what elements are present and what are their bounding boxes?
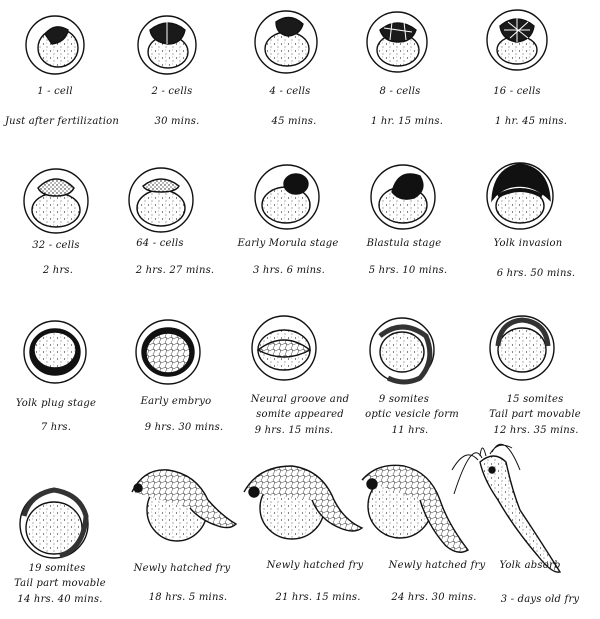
- time-label: 14 hrs. 40 mins.: [17, 594, 103, 605]
- time-label: 11 hrs.: [391, 425, 429, 436]
- stage-label: Newly hatched fry: [266, 560, 364, 571]
- egg-15-somites: [490, 316, 554, 380]
- egg-19-somites: [20, 490, 88, 558]
- stage-label: 32 - cells: [32, 240, 80, 251]
- stage-label: Newly hatched fry: [388, 560, 486, 571]
- time-label: 12 hrs. 35 mins.: [493, 425, 579, 436]
- stage-label: Tail part movable: [14, 578, 106, 589]
- time-label: 9 hrs. 30 mins.: [144, 422, 224, 433]
- fry-21hrs: [244, 466, 362, 539]
- time-label: 9 hrs. 15 mins.: [254, 425, 334, 436]
- egg-1-cell: [26, 16, 84, 74]
- stage-label: Neural groove and: [250, 394, 350, 405]
- stage-label: Early Morula stage: [237, 238, 339, 249]
- time-label: 3 - days old fry: [500, 594, 580, 605]
- time-label: 21 hrs. 15 mins.: [275, 592, 361, 603]
- egg-neural-groove: [252, 316, 316, 380]
- stage-label: 19 somites: [28, 563, 86, 574]
- stage-label: Yolk absorb: [499, 560, 561, 571]
- egg-16-cells: [487, 10, 547, 70]
- stage-label: Early embryo: [140, 396, 212, 407]
- egg-blastula: [371, 165, 435, 229]
- time-label: 7 hrs.: [40, 422, 72, 433]
- time-label: 1 hr. 15 mins.: [370, 116, 444, 127]
- egg-64-cells: [129, 168, 193, 232]
- stage-label: optic vesicle form: [365, 409, 459, 420]
- time-label: 30 mins.: [154, 116, 200, 127]
- egg-9-somites: [370, 318, 434, 382]
- egg-32-cells: [24, 169, 88, 233]
- stage-label: Yolk plug stage: [15, 398, 97, 409]
- time-label: 18 hrs. 5 mins.: [148, 592, 228, 603]
- egg-yolk-plug: [24, 321, 86, 383]
- stage-label: 15 somites: [506, 394, 564, 405]
- stage-label: 64 - cells: [136, 238, 184, 249]
- stage-label: 16 - cells: [493, 86, 541, 97]
- stage-label: Yolk invasion: [493, 238, 563, 249]
- fry-3-days: [452, 444, 560, 572]
- stage-label: 1 - cell: [37, 86, 73, 97]
- stage-label: 8 - cells: [379, 86, 421, 97]
- fry-18hrs: [132, 470, 236, 541]
- stage-label: 4 - cells: [269, 86, 311, 97]
- stage-label: Newly hatched fry: [133, 563, 231, 574]
- egg-early-embryo: [136, 320, 200, 384]
- time-label: Just after fertilization: [4, 116, 120, 127]
- time-label: 6 hrs. 50 mins.: [496, 268, 576, 279]
- stage-label: 2 - cells: [151, 86, 193, 97]
- time-label: 24 hrs. 30 mins.: [391, 592, 477, 603]
- egg-2-cells: [138, 16, 196, 74]
- egg-8-cells: [367, 12, 427, 72]
- egg-yolk-invasion: [487, 163, 553, 229]
- time-label: 2 hrs. 27 mins.: [135, 265, 215, 276]
- stage-label: 9 somites: [378, 394, 430, 405]
- time-label: 2 hrs.: [42, 265, 74, 276]
- time-label: 45 mins.: [271, 116, 317, 127]
- stage-label: Blastula stage: [366, 238, 442, 249]
- stage-label: somite appeared: [256, 409, 344, 420]
- fry-24hrs: [362, 465, 468, 552]
- time-label: 3 hrs. 6 mins.: [252, 265, 326, 276]
- egg-4-cells: [255, 11, 317, 73]
- egg-early-morula: [255, 165, 319, 229]
- time-label: 1 hr. 45 mins.: [494, 116, 568, 127]
- time-label: 5 hrs. 10 mins.: [368, 265, 448, 276]
- stage-label: Tail part movable: [489, 409, 581, 420]
